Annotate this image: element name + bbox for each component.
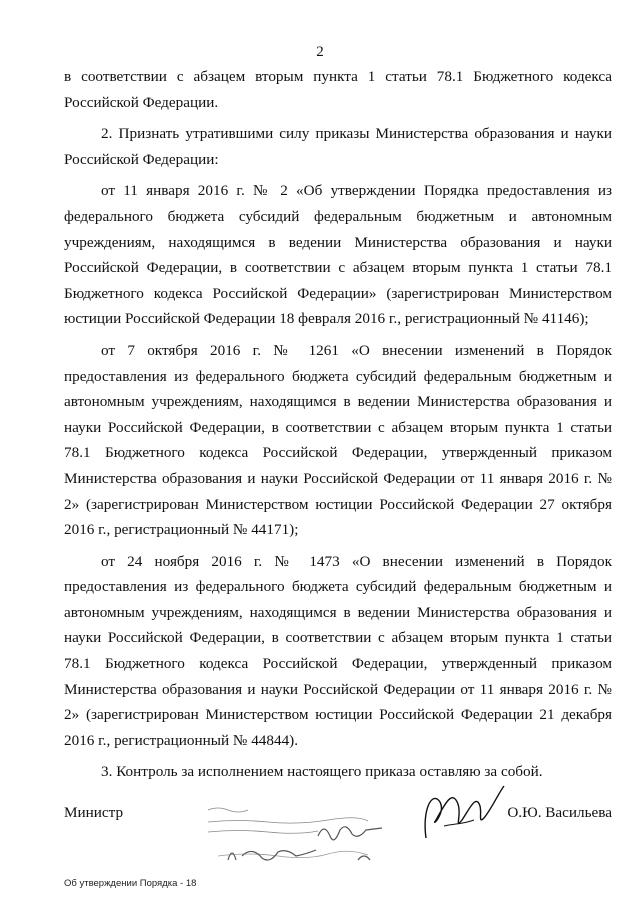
handwritten-signature (418, 780, 508, 850)
signatory-name: О.Ю. Васильева (507, 804, 612, 821)
document-body (64, 64, 612, 785)
paragraph-3: от 11 января 2016 г. № 2 «Об утверждении Порядка предоставления из федерального бюджета субсидий федеральным бюджетным и автономным учреждениям, находящимся в ведении Министерства образования и науки Российской Федерации, в соответствии с абзацем вторым пункта 1 статьи 78.1 Бюджетного кодекса Российской Федерации» (зарегистрирован Министерством юстиции Российской Федерации 18 февраля 2016 г., регистрационный № 41146); (64, 182, 612, 328)
signature-block (64, 804, 612, 884)
signatory-title: Министр (64, 804, 124, 821)
paragraph-6: 3. Контроль за исполнением настоящего приказа оставляю за собой. (101, 763, 543, 781)
footer-note: Об утверждении Порядка - 18 (64, 878, 197, 889)
paragraph-2: 2. Признать утратившими силу приказы Министерства образования и науки Российской Федерации: (64, 125, 612, 168)
paragraph-1: в соответствии с абзацем вторым пункта 1 статьи 78.1 Бюджетного кодекса Российской Федерации. (64, 68, 612, 111)
stamp-image (198, 790, 418, 870)
page-number: 2 (316, 44, 324, 60)
paragraph-5: от 24 ноября 2016 г. № 1473 «О внесении изменений в Порядок предоставления из федерального бюджета субсидий федеральным бюджетным и автономным учреждениям, находящимся в ведении Министерства образования и науки Российской Федерации, в соответствии с абзацем вторым пункта 1 статьи 78.1 Бюджетного кодекса Российской Федерации, утвержденный приказом Министерства образования и науки Российской Федерации от 11 января 2016 г. № 2» (зарегистрирован Министерством юстиции Российской Федерации 21 декабря 2016 г., регистрационный № 44844). (64, 552, 612, 749)
paragraph-4: от 7 октября 2016 г. № 1261 «О внесении изменений в Порядок предоставления из федерального бюджета субсидий федеральным бюджетным и автономным учреждениям, находящимся в ведении Министерства образования и науки Российской Федерации, в соответствии с абзацем вторым пункта 1 статьи 78.1 Бюджетного кодекса Российской Федерации, утвержденный приказом Министерства образования и науки Российской Федерации от 11 января 2016 г. № 2» (зарегистрирован Министерством юстиции Российской Федерации 27 октября 2016 г., регистрационный № 44171); (64, 341, 612, 539)
